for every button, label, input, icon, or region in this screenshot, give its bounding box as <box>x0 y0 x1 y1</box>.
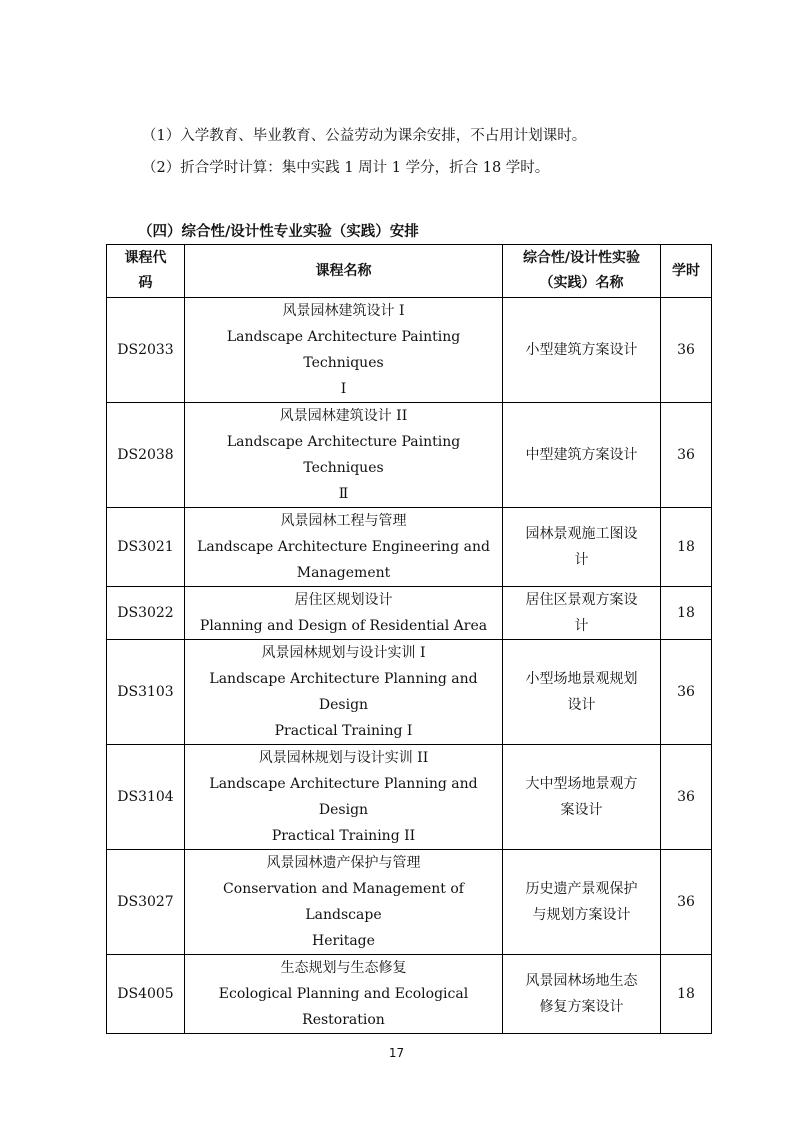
header-experiment-line: （实践）名称 <box>539 275 624 291</box>
course-name-line: Ⅰ <box>340 381 347 397</box>
header-course-code-line: 码 <box>138 275 153 291</box>
header-course-code-line: 课程代 <box>124 250 167 266</box>
hours-cell: 36 <box>661 640 712 745</box>
course-name-line: 生态规划与生态修复 <box>280 960 407 976</box>
course-name-line: Landscape Architecture Painting Techniques <box>226 434 461 476</box>
experiment-name-line: 小型场地景观规划 <box>525 671 638 687</box>
experiment-name-cell <box>503 298 661 403</box>
experiment-name-line: 计 <box>574 552 589 568</box>
experiment-name-cell <box>503 587 661 640</box>
course-name-line: Ecological Planning and Ecological <box>218 986 469 1002</box>
experiment-name-line: 小型建筑方案设计 <box>525 342 638 358</box>
experiment-name-cell <box>503 508 661 587</box>
experiment-name-line: 园林景观施工图设 <box>525 526 638 542</box>
experiment-name-line: 设计 <box>567 697 596 713</box>
note-2: （2）折合学时计算：集中实践 1 周计 1 学分，折合 18 学时。 <box>142 160 550 176</box>
experiment-table <box>106 244 712 1034</box>
experiment-name-line: 历史遗产景观保护 <box>525 881 638 897</box>
course-name-line: Landscape Architecture Planning and Design <box>209 671 478 713</box>
course-code-cell: DS3021 <box>107 508 185 587</box>
course-name-line: Practical Training II <box>271 828 416 844</box>
header-hours: 学时 <box>661 245 712 298</box>
hours-cell: 36 <box>661 298 712 403</box>
experiment-name-line: 风景园林场地生态 <box>525 973 638 989</box>
header-experiment-name <box>503 245 661 298</box>
experiment-name-line: 修复方案设计 <box>539 999 624 1015</box>
course-name-line: Restoration <box>302 1012 385 1028</box>
section-title: （四）综合性/设计性专业实验（实践）安排 <box>138 224 419 240</box>
course-name-line: Management <box>296 565 391 581</box>
experiment-name-cell <box>503 403 661 508</box>
course-code-cell: DS3022 <box>107 587 185 640</box>
course-name-line: 风景园林规划与设计实训 II <box>258 750 429 766</box>
course-name-line: Planning and Design of Residential Area <box>199 618 488 634</box>
experiment-name-line: 计 <box>574 618 589 634</box>
course-name-line: 风景园林遗产保护与管理 <box>266 855 421 871</box>
course-name-cell <box>185 508 503 587</box>
table-row <box>107 298 712 403</box>
course-name-line: Conservation and Management of Landscape <box>223 881 464 923</box>
course-name-line: 风景园林建筑设计 II <box>279 408 408 424</box>
experiment-name-cell <box>503 850 661 955</box>
course-name-cell <box>185 403 503 508</box>
experiment-name-line: 中型建筑方案设计 <box>525 447 638 463</box>
course-code-cell: DS3104 <box>107 745 185 850</box>
course-name-line: Landscape Architecture Painting Techniques <box>226 329 461 371</box>
table-row <box>107 745 712 850</box>
course-name-line: 风景园林规划与设计实训 I <box>261 645 426 661</box>
course-name-cell <box>185 587 503 640</box>
course-name-cell <box>185 640 503 745</box>
course-code-cell: DS4005 <box>107 955 185 1034</box>
hours-cell: 18 <box>661 508 712 587</box>
hours-cell: 18 <box>661 587 712 640</box>
course-name-cell <box>185 298 503 403</box>
course-code-cell: DS2038 <box>107 403 185 508</box>
table-row <box>107 587 712 640</box>
table-row <box>107 955 712 1034</box>
experiment-name-line: 大中型场地景观方 <box>525 776 638 792</box>
course-name-line: Heritage <box>312 933 375 949</box>
course-name-line: 风景园林建筑设计 I <box>282 303 405 319</box>
header-experiment-line: 综合性/设计性实验 <box>522 250 641 266</box>
course-name-line: 风景园林工程与管理 <box>280 513 407 529</box>
hours-cell: 36 <box>661 850 712 955</box>
course-name-line: Ⅱ <box>338 486 349 502</box>
hours-cell: 36 <box>661 745 712 850</box>
experiment-name-cell <box>503 640 661 745</box>
course-name-cell <box>185 955 503 1034</box>
table-row <box>107 850 712 955</box>
course-name-line: Landscape Architecture Engineering and <box>197 539 490 555</box>
table-row <box>107 403 712 508</box>
experiment-name-line: 居住区景观方案设 <box>525 592 638 608</box>
table-header-row <box>107 245 712 298</box>
experiment-name-line: 案设计 <box>560 802 603 818</box>
hours-cell: 36 <box>661 403 712 508</box>
hours-cell: 18 <box>661 955 712 1034</box>
course-code-cell: DS3027 <box>107 850 185 955</box>
note-1: （1）入学教育、毕业教育、公益劳动为课余安排，不占用计划课时。 <box>142 128 587 144</box>
experiment-name-cell <box>503 745 661 850</box>
header-course-name: 课程名称 <box>185 245 503 298</box>
course-code-cell: DS3103 <box>107 640 185 745</box>
header-course-code <box>107 245 185 298</box>
course-name-cell <box>185 745 503 850</box>
experiment-name-cell <box>503 955 661 1034</box>
course-name-line: Landscape Architecture Planning and Design <box>209 776 478 818</box>
table-row <box>107 640 712 745</box>
course-name-line: Practical Training Ⅰ <box>274 723 413 739</box>
course-code-cell: DS2033 <box>107 298 185 403</box>
experiment-name-line: 与规划方案设计 <box>532 907 631 923</box>
course-name-cell <box>185 850 503 955</box>
course-name-line: 居住区规划设计 <box>294 592 393 608</box>
table-row <box>107 508 712 587</box>
page-number: 17 <box>388 1046 405 1060</box>
